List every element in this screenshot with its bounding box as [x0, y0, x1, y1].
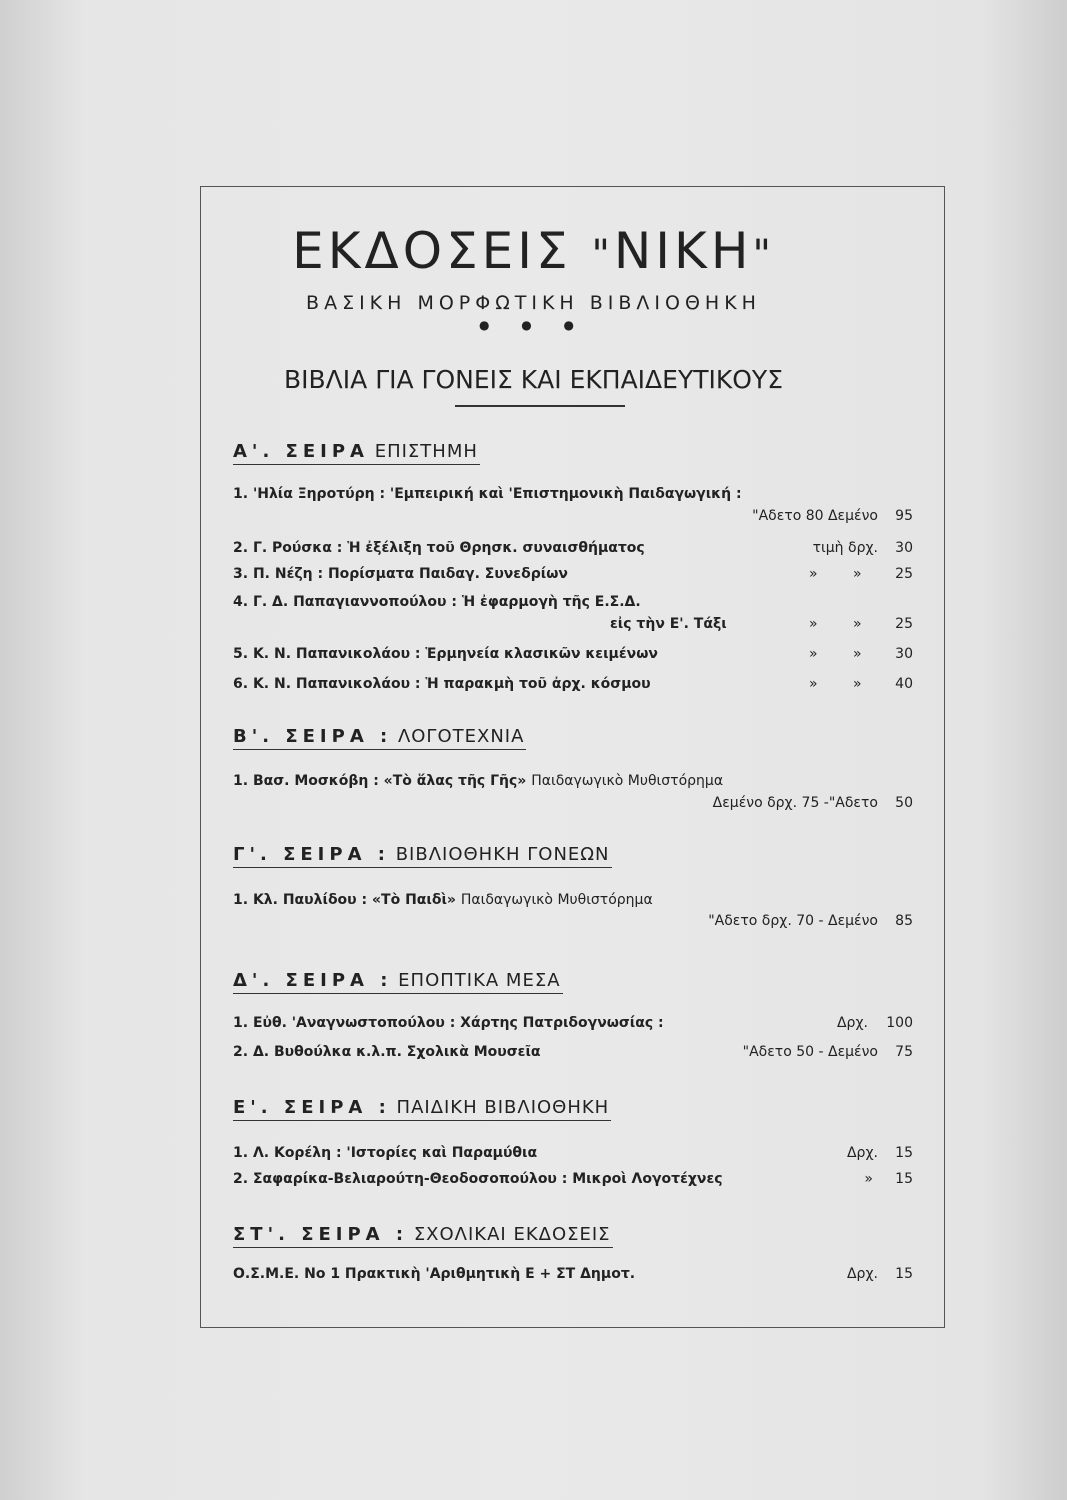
item-number: 1. [233, 773, 249, 789]
series-f-heading [233, 1224, 613, 1248]
series-c-label: Γ'. ΣΕΙΡΑ : [233, 844, 390, 865]
item-price: 50 [895, 795, 913, 811]
item-title: Ο.Σ.Μ.Ε. Νο 1 Πρακτικὴ 'Αριθμητικὴ Ε + ΣΤ Δημοτ. [233, 1266, 636, 1282]
item-price: 85 [895, 913, 913, 929]
item-price: 40 [895, 676, 913, 692]
item-title: Γ. Ρούσκα : Ἡ ἐξέλιξη τοῦ Θρησκ. συναισθήματος [252, 540, 645, 556]
item-number: 1. [233, 1145, 249, 1161]
list-item [233, 676, 913, 698]
item-title: Εὐθ. 'Αναγνωστοπούλου : Χάρτης Πατριδογνωσίας : [252, 1015, 664, 1031]
item-binding: "Αδετο δρχ. 70 - Δεμένο [708, 913, 878, 929]
item-number: 1. [233, 486, 249, 502]
series-a-name: ΕΠΙΣΤΗΜΗ [374, 441, 478, 462]
list-item [233, 892, 913, 914]
item-title: Σαφαρίκα-Βελιαρούτη-Θεοδοσοπούλου : Μικροὶ Λογοτέχνες [252, 1171, 723, 1187]
series-b-label: Β'. ΣΕΙΡΑ : [233, 726, 393, 747]
ditto-mark: » [853, 646, 862, 662]
item-number: 1. [233, 892, 249, 908]
publisher-title [0, 222, 1067, 280]
series-b-heading [233, 726, 526, 750]
series-d-label: Δ'. ΣΕΙΡΑ : [233, 970, 393, 991]
item-price: 25 [895, 616, 913, 632]
ditto-mark: » [809, 646, 818, 662]
item-number: 1. [233, 1015, 249, 1031]
list-item-continued [233, 913, 913, 935]
item-title: Κ. Ν. Παπανικολάου : Ἑρμηνεία κλασικῶν κειμένων [252, 646, 658, 662]
list-item [233, 1171, 913, 1193]
list-item-continued [233, 508, 913, 530]
series-b-name: ΛΟΓΟΤΕΧΝΙΑ [397, 726, 525, 747]
item-price-unit: Δρχ. [846, 1266, 878, 1282]
series-a-label: Α'. ΣΕΙΡΑ [233, 441, 369, 462]
series-e-heading [233, 1097, 611, 1121]
item-title: 'Ηλία Ξηροτύρη : 'Εμπειρική καὶ 'Επιστημονικὴ Παιδαγωγική : [252, 486, 742, 502]
ditto-mark: » [864, 1171, 873, 1187]
item-price: 95 [895, 508, 913, 524]
list-item [233, 1145, 913, 1167]
item-price: 15 [895, 1145, 913, 1161]
item-title: Δ. Βυθούλκα κ.λ.π. Σχολικὰ Μουσεῖα [252, 1044, 541, 1060]
item-description: Παιδαγωγικὸ Μυθιστόρημα [460, 892, 653, 908]
item-binding: Δεμένο δρχ. 75 -"Αδετο [712, 795, 878, 811]
item-number: 4. [233, 594, 249, 610]
item-number: 2. [233, 1044, 249, 1060]
item-price: 30 [895, 646, 913, 662]
list-item [233, 646, 913, 668]
ditto-mark: » [809, 566, 818, 582]
item-title: Γ. Δ. Παπαγιαννοπούλου : Ἡ ἐφαρμογὴ τῆς Ε.Σ.Δ. [252, 594, 641, 610]
item-title: Κλ. Παυλίδου : «Τὸ Παιδὶ» [252, 892, 456, 908]
ditto-mark: » [853, 616, 862, 632]
item-binding: "Αδετο 50 - Δεμένο [742, 1044, 878, 1060]
publisher-prefix: ΕΚΔΟΣΕΙΣ [292, 222, 592, 280]
series-f-name: ΣΧΟΛΙΚΑΙ ΕΚΔΟΣΕΙΣ [413, 1224, 611, 1245]
item-number: 5. [233, 646, 249, 662]
series-c-heading [233, 844, 612, 868]
series-c-name: ΒΙΒΛΙΟΘΗΚΗ ΓΟΝΕΩΝ [395, 844, 610, 865]
ditto-mark: » [853, 566, 862, 582]
series-f-label: ΣΤ'. ΣΕΙΡΑ : [233, 1224, 409, 1245]
item-number: 2. [233, 540, 249, 556]
item-price: 25 [895, 566, 913, 582]
list-item-continued [233, 795, 913, 817]
list-item [233, 1266, 913, 1288]
item-price-unit: Δρχ. [846, 1145, 878, 1161]
series-e-label: Ε'. ΣΕΙΡΑ : [233, 1097, 391, 1118]
list-item [233, 1015, 913, 1037]
audience-heading: ΒΙΒΛΙΑ ΓΙΑ ΓΟΝΕΙΣ ΚΑΙ ΕΚΠΑΙΔΕΥΤΙΚΟΥΣ [284, 365, 783, 394]
collection-subtitle: ΒΑΣΙΚΗ ΜΟΡΦΩΤΙΚΗ ΒΙΒΛΙΟΘΗΚΗ [306, 292, 761, 314]
series-e-name: ΠΑΙΔΙΚΗ ΒΙΒΛΙΟΘΗΚΗ [396, 1097, 610, 1118]
item-price: 75 [895, 1044, 913, 1060]
item-price: 15 [895, 1171, 913, 1187]
item-number: 3. [233, 566, 249, 582]
item-price: 15 [895, 1266, 913, 1282]
close-quote: " [752, 232, 775, 278]
publisher-name: ΝΙΚΗ [613, 222, 753, 280]
divider-rule [455, 405, 625, 407]
ditto-mark: » [809, 676, 818, 692]
item-price: 100 [886, 1015, 913, 1031]
list-item-continued [233, 616, 913, 638]
list-item [233, 566, 913, 588]
item-price-unit: Δρχ. [836, 1015, 868, 1031]
list-item [233, 1044, 913, 1066]
ditto-mark: » [809, 616, 818, 632]
list-item [233, 486, 913, 508]
item-binding: "Αδετο 80 Δεμένο [752, 508, 878, 524]
open-quote: " [591, 232, 614, 278]
series-d-name: ΕΠΟΠΤΙΚΑ ΜΕΣΑ [398, 970, 561, 991]
list-item [233, 540, 913, 562]
item-price: 30 [895, 540, 913, 556]
item-number: 2. [233, 1171, 249, 1187]
item-title: Π. Νέζη : Πορίσματα Παιδαγ. Συνεδρίων [252, 566, 568, 582]
ditto-mark: » [853, 676, 862, 692]
list-item [233, 594, 913, 616]
item-title-cont: εἰς τὴν Ε'. Τάξι [610, 616, 727, 632]
ornament-dots: ● ● ● [478, 318, 589, 332]
series-a-heading [233, 441, 480, 465]
item-title: Λ. Κορέλη : 'Ιστορίες καὶ Παραμύθια [252, 1145, 538, 1161]
item-price-unit: τιμὴ δρχ. [812, 540, 878, 556]
item-title: Βασ. Μοσκόβη : «Τὸ ἅλας τῆς Γῆς» [252, 773, 527, 789]
series-d-heading [233, 970, 563, 994]
list-item [233, 773, 913, 795]
item-title: Κ. Ν. Παπανικολάου : Ἡ παρακμὴ τοῦ ἀρχ. κόσμου [252, 676, 651, 692]
item-description: Παιδαγωγικὸ Μυθιστόρημα [531, 773, 724, 789]
item-number: 6. [233, 676, 249, 692]
